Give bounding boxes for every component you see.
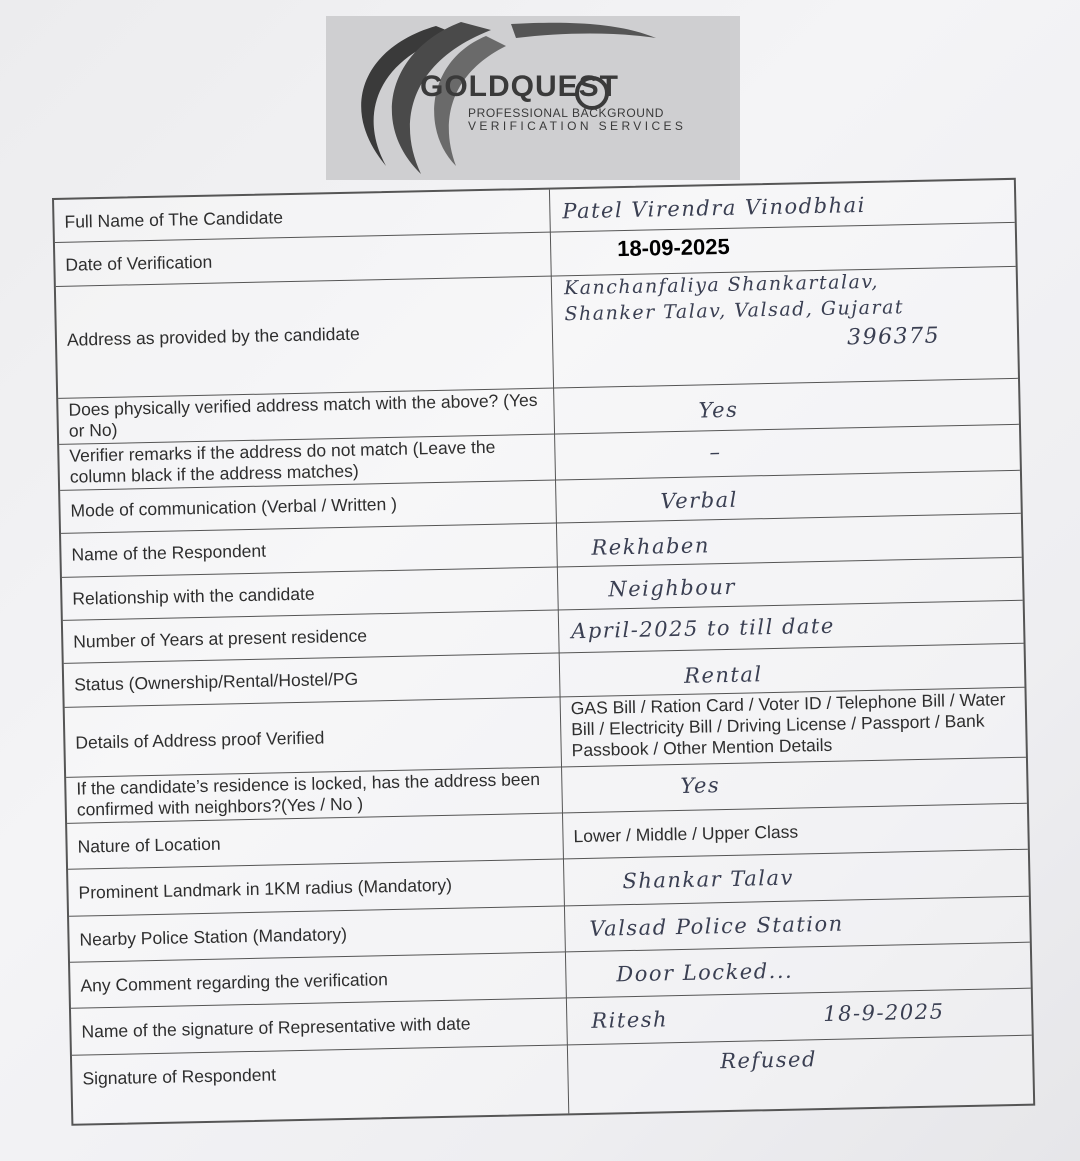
label-verifier-remarks: Verifier remarks if the address do not match (Leave the column black if the address matches): [69, 436, 496, 487]
label-years-at-residence: Number of Years at present residence: [73, 625, 368, 652]
label-full-name: Full Name of The Candidate: [64, 207, 284, 232]
label-landmark: Prominent Landmark in 1KM radius (Mandatory): [78, 874, 453, 903]
value-address-line2: Shanker Talav, Valsad, Gujarat: [564, 296, 905, 326]
label-relationship: Relationship with the candidate: [72, 583, 315, 609]
label-status: Status (Ownership/Rental/Hostel/PG: [73, 668, 359, 695]
value-relationship: Neighbour: [608, 574, 737, 602]
value-years-at-residence: April-2025 to till date: [570, 613, 836, 644]
label-mode-of-communication: Mode of communication (Verbal / Written ): [70, 493, 398, 521]
label-address-match: Does physically verified address match with the above? (Yes or No): [68, 389, 538, 441]
value-residence-locked: Yes: [680, 773, 721, 798]
value-mode-of-communication: Verbal: [660, 487, 739, 514]
label-address-proof: Details of Address proof Verified: [75, 727, 325, 753]
value-nature-of-location: Lower / Middle / Upper Class: [573, 821, 799, 847]
value-date-of-verification: 18-09-2025: [616, 233, 730, 262]
verification-form-table: [52, 178, 1035, 1126]
label-comment: Any Comment regarding the verification: [80, 969, 389, 996]
brand-tagline-line1: PROFESSIONAL BACKGROUND: [468, 106, 665, 120]
value-police-station: Valsad Police Station: [589, 911, 844, 941]
value-status: Rental: [683, 662, 763, 688]
label-residence-locked: If the candidate’s residence is locked, has the address been confirmed with neighbors?(Yes / No ): [76, 768, 541, 820]
label-respondent-signature: Signature of Respondent: [82, 1064, 277, 1089]
value-verifier-remarks: –: [709, 440, 722, 465]
value-representative-date: 18-9-2025: [823, 999, 945, 1027]
value-full-name: Patel Virendra Vinodbhai: [562, 192, 867, 224]
label-address: Address as provided by the candidate: [66, 323, 360, 350]
value-comment: Door Locked...: [616, 958, 794, 987]
value-respondent-name: Rekhaben: [591, 533, 711, 560]
brand-tagline-line2: VERIFICATION SERVICES: [468, 119, 687, 133]
label-date-of-verification: Date of Verification: [65, 251, 213, 275]
value-landmark: Shankar Talav: [622, 865, 795, 894]
label-respondent-name: Name of the Respondent: [71, 540, 267, 565]
value-respondent-signature: Refused: [719, 1047, 818, 1074]
label-police-station: Nearby Police Station (Mandatory): [79, 923, 348, 950]
value-address-proof: GAS Bill / Ration Card / Voter ID / Telephone Bill / Water Bill / Electricity Bill / Driving License / Passport / Bank Passbook / Other Mention Details: [570, 689, 1006, 761]
company-logo: [326, 16, 740, 180]
value-address-match: Yes: [698, 397, 739, 423]
value-representative-name: Ritesh: [591, 1007, 669, 1033]
value-address-line1: Kanchanfaliya Shankartalav,: [563, 270, 880, 300]
value-address-line3: 396375: [846, 323, 941, 351]
label-representative-signature: Name of the signature of Representative with date: [81, 1013, 471, 1042]
row-address: [56, 266, 1018, 399]
brand-name: GOLDQUEST: [420, 70, 620, 103]
label-nature-of-location: Nature of Location: [77, 833, 221, 857]
